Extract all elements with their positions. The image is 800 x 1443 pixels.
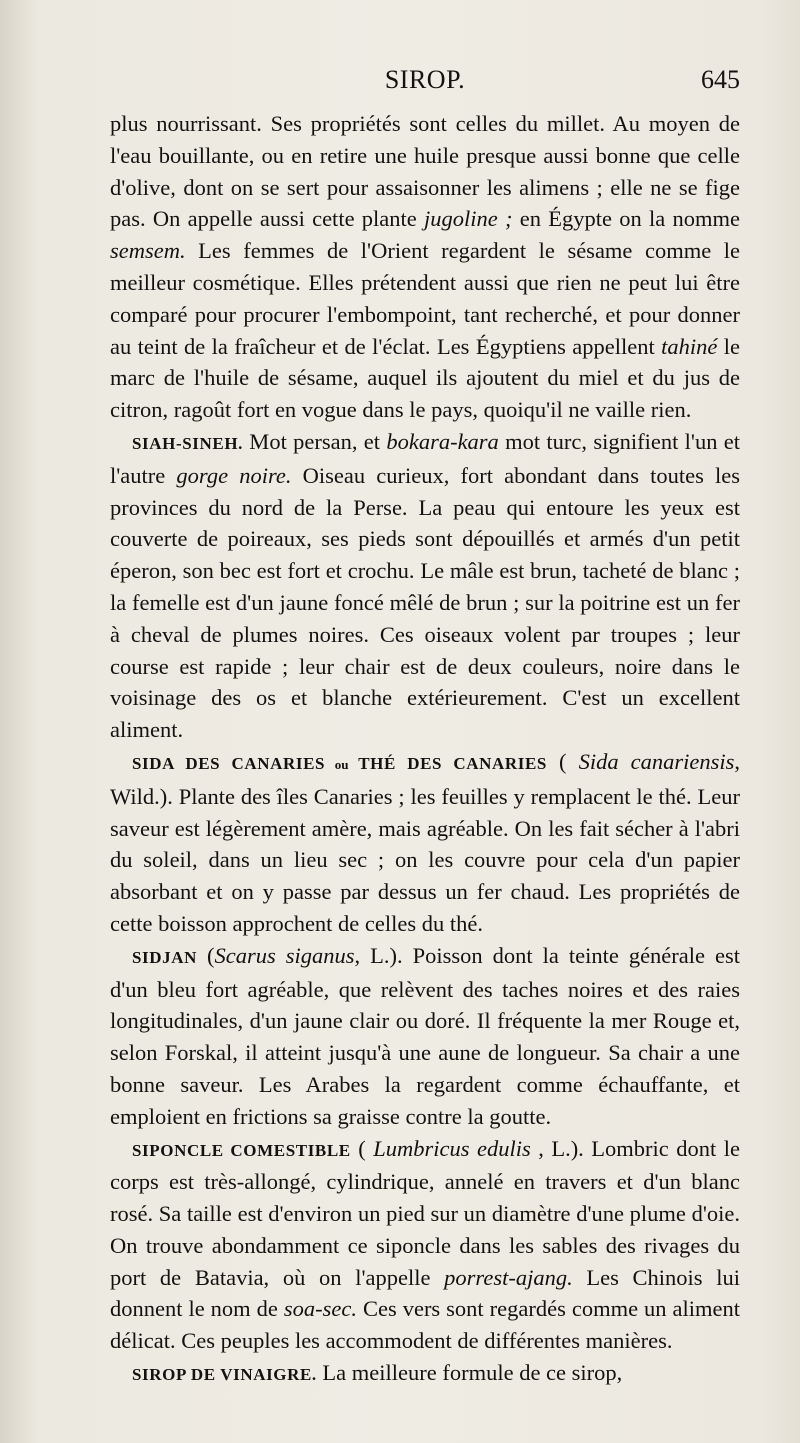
entry-sida-des-canaries	[110, 746, 740, 940]
italic-text: gorge noire.	[176, 462, 292, 488]
headword: SIROP DE VINAIGRE.	[132, 1365, 317, 1385]
body-text-segment: Mot persan, et	[243, 428, 387, 454]
body-text-segment: Les femmes de l'Orient regardent le sésame comme le meilleur cosmétique. Elles prétendent aussi que rien ne peut lui être comparé pour procurer l'embompoint, tant recherché, et pour donner au teint de la fraîcheur et de l'éclat. Les Égyptiens appellent	[110, 238, 740, 359]
headword: THÉ DES CANARIES	[358, 753, 547, 773]
page-header	[110, 60, 740, 100]
body-text-segment: Ces vers sont regardés comme un aliment délicat. Ces peuples les accommodent de différentes manières.	[110, 1296, 740, 1354]
body-text-segment: le marc de l'huile de sésame, auquel ils ajoutent du miel et du jus de citron, ragoût fort en vogue dans le pays, quoiqu'il ne vaille rien.	[110, 333, 740, 423]
page-number: 645	[701, 65, 740, 94]
headword-connector-text: ou	[325, 756, 359, 772]
italic-text: jugoline ;	[424, 206, 513, 232]
entry-siah-sineh	[110, 426, 740, 746]
headword-connector	[325, 754, 358, 773]
italic-text: bokara-kara	[386, 428, 499, 454]
body-text-segment: Oiseau curieux, fort abondant dans toutes les provinces du nord de la Perse. La peau qui entoure les yeux est couverte de poireaux, ses pieds sont dépouillés et armés d'un petit éperon, son bec est fort et crochu. Le mâle est brun, tacheté de blanc ; la femelle est d'un jaune foncé mêlé de brun ; sur la poitrine est un fer à cheval de plumes noires. Ces oiseaux volent par troupes ; leur course est rapide ; leur chair est de deux couleurs, noire dans le voisinage des os et blanche extérieurement. C'est un excellent aliment.	[110, 462, 741, 743]
entry-siponcle-comestible	[110, 1133, 740, 1358]
entry-sidjan	[110, 940, 740, 1133]
italic-text: Lumbricus edulis	[373, 1135, 531, 1161]
body-text-segment: , Wild.). Plante des îles Canaries ; les feuilles y remplacent le thé. Leur saveur est légèrement amère, mais agréable. On les fait sécher à l'abri du soleil, dans un lieu sec ; on les couvre pour cela d'un papier absorbant et on y passe par dessus un fer chaud. Les propriétés de cette boisson approchent de celles du thé.	[110, 748, 741, 936]
entry-sesame-continued	[110, 108, 740, 426]
italic-text: semsem.	[110, 238, 186, 264]
running-title: SIROP.	[384, 65, 466, 94]
body-text	[110, 108, 740, 1391]
body-text-segment: Les Chinois lui donnent le nom de	[110, 1264, 740, 1322]
body-text-segment: mot turc, signifient l'un et l'autre	[110, 428, 740, 488]
headword: SIDJAN	[132, 947, 198, 967]
body-text-segment: en Égypte on la nomme	[512, 206, 741, 232]
body-text-segment: (	[546, 748, 579, 774]
headword: SIDA DES CANARIES	[132, 753, 326, 773]
body-text-segment: , L.). Lombric dont le corps est très-allongé, cylindrique, annelé en travers et d'un blanc rosé. Sa taille est d'environ un pied sur un diamètre d'une plume d'oie. On trouve abondamment ce siponcle dans les sables des rivages du port de Batavia, où on l'appelle	[110, 1135, 740, 1290]
italic-text: Sida canariensis	[578, 748, 735, 774]
body-text-segment: plus nourrissant. Ses propriétés sont celles du millet. Au moyen de l'eau bouillante, ou en retire une huile presque aussi bonne que celle d'olive, dont on se sert pour assaisonner les alimens ; elle ne se fige pas. On appelle aussi cette plante	[110, 111, 740, 232]
italic-text: porrest-ajang.	[444, 1264, 573, 1290]
italic-text: soa-sec.	[283, 1296, 357, 1322]
body-text-segment: (	[197, 942, 215, 968]
headword: SIPONCLE COMESTIBLE	[132, 1140, 351, 1160]
body-text-segment: La meilleure formule de ce sirop,	[316, 1360, 623, 1386]
body-text-segment: , L.). Poisson dont la teinte générale est d'un bleu fort agréable, que relèvent des taches noires et des raies longitudinales, d'un jaune clair ou doré. Il fréquente la mer Rouge et, selon Forskal, il atteint jusqu'à une aune de longueur. Sa chair a une bonne saveur. Les Arabes la regardent comme échauffante, et emploient en frictions sa graisse contre la goutte.	[110, 942, 740, 1129]
body-text-segment: (	[350, 1135, 374, 1161]
italic-text: Scarus siganus	[214, 942, 355, 968]
headword: SIAH-SINEH.	[132, 433, 243, 453]
entry-sirop-de-vinaigre	[110, 1357, 740, 1391]
italic-text: tahiné	[661, 333, 718, 359]
